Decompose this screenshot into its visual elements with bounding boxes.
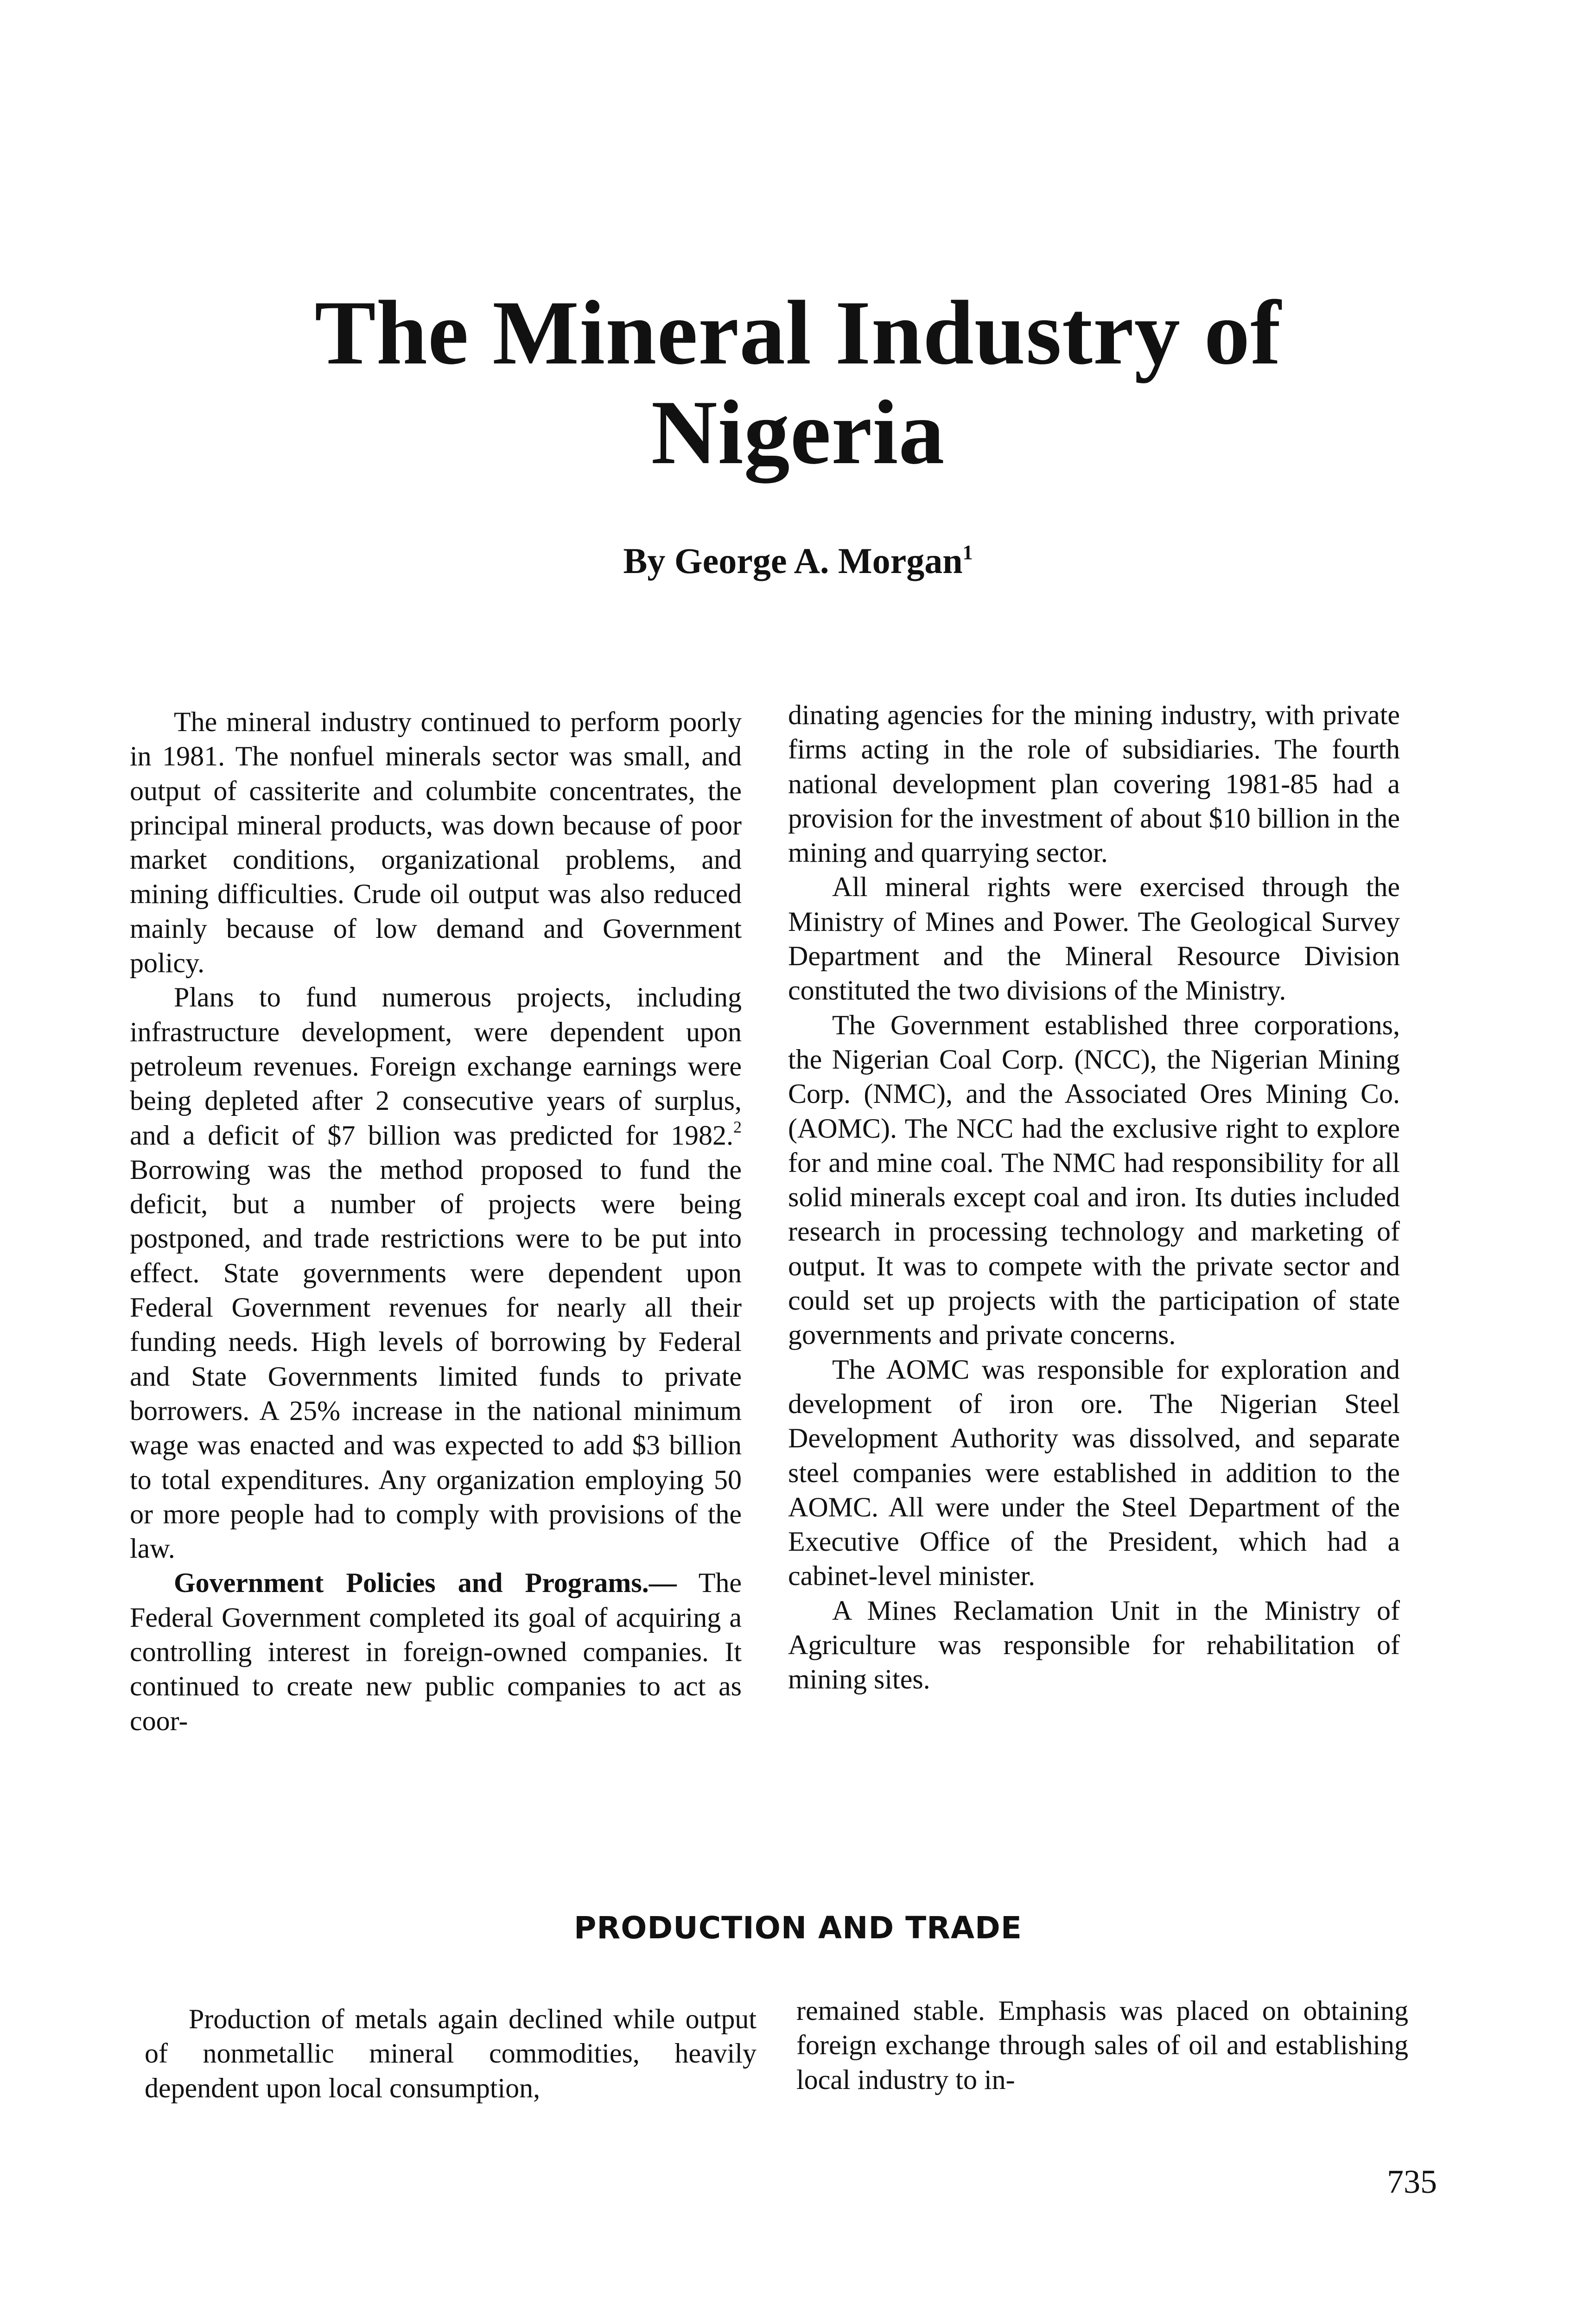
author-name: By George A. Morgan: [623, 541, 963, 581]
paragraph-production-continuation: remained stable. Emphasis was placed on obtaining foreign exchange through sales of oil and establishing local industry to in-: [796, 1995, 1408, 2095]
paragraph-funding-text-a: Plans to fund numerous projects, including infrastructure development, were dependent upon petroleum revenues. Foreign exchange earnings were being depleted after 2 consecutive years of surplus, and a deficit of $7 billion was predicted for 1982.: [130, 982, 742, 1151]
column-right: [788, 698, 1400, 1697]
author-footnote-mark: 1: [962, 541, 973, 564]
paragraph-production: Production of metals again declined while output of nonmetallic mineral commodities, heavily dependent upon local consumption,: [145, 2004, 757, 2103]
paragraph-government-policies-text: The Federal Government completed its goal of acquiring a controlling interest in foreign-owned companies. It continued to create new public companies to act as coor-: [130, 1567, 742, 1736]
paragraph-continuation: dinating agencies for the mining industry, with private firms acting in the role of subsidiaries. The fourth national development plan covering 1981-85 had a provision for the investment of about $10 billion in the mining and quarrying sector.: [788, 700, 1400, 868]
footnote-mark-2: 2: [733, 1117, 742, 1136]
paragraph-funding-text-b: Borrowing was the method proposed to fund the deficit, but a number of projects were being postponed, and trade restrictions were to be put into effect. State governments were dependent upon Federal Government revenues for nearly all their funding needs. High levels of borrowing by Federal and State Governments limited funds to private borrowers. A 25% increase in the national minimum wage was enacted and was expected to add $3 billion to total expenditures. Any organization employing 50 or more people had to comply with provisions of the law.: [130, 1154, 742, 1564]
paragraph-government-policies: [130, 1566, 742, 1738]
paragraph-reclamation: A Mines Reclamation Unit in the Ministry of Agriculture was responsible for rehabilitation of mining sites.: [788, 1595, 1400, 1695]
title-line-2: Nigeria: [651, 382, 945, 483]
section-column-right: [796, 1993, 1408, 2097]
column-left: [130, 705, 742, 1738]
paragraph-intro: The mineral industry continued to perform poorly in 1981. The nonfuel minerals sector was small, and output of cassiterite and columbite concentrates, the principal mineral products, was down because of poor market conditions, organizational problems, and mining difficulties. Crude oil output was also reduced mainly because of low demand and Government policy.: [130, 707, 742, 979]
inline-heading-government-policies: Government Policies and Programs.—: [174, 1567, 677, 1598]
article-title: [0, 283, 1596, 482]
paragraph-aomc: The AOMC was responsible for exploration and development of iron ore. The Nigerian Steel Development Authority was dissolved, and separate steel companies were established in addition to the AOMC. All were under the Steel Department of the Executive Office of the President, which had a cabinet-level minister.: [788, 1354, 1400, 1592]
section-heading-production-trade: PRODUCTION AND TRADE: [574, 1910, 1022, 1946]
paragraph-mineral-rights: All mineral rights were exercised through the Ministry of Mines and Power. The Geological Survey Department and the Mineral Resource Division constituted the two divisions of the Ministry.: [788, 872, 1400, 1006]
paragraph-corporations: The Government established three corporations, the Nigerian Coal Corp. (NCC), the Nigerian Mining Corp. (NMC), and the Associated Ores Mining Co. (AOMC). The NCC had the exclusive right to explore for and mine coal. The NMC had responsibility for all solid minerals except coal and iron. Its duties included research in processing technology and marketing of output. It was to compete with the private sector and could set up projects with the participation of state governments and private concerns.: [788, 1009, 1400, 1350]
section-column-left: [145, 2002, 757, 2105]
page-number: 735: [1387, 2163, 1437, 2200]
paragraph-funding: [130, 980, 742, 1566]
byline: [0, 540, 1596, 582]
title-line-1: The Mineral Industry of: [314, 282, 1282, 383]
